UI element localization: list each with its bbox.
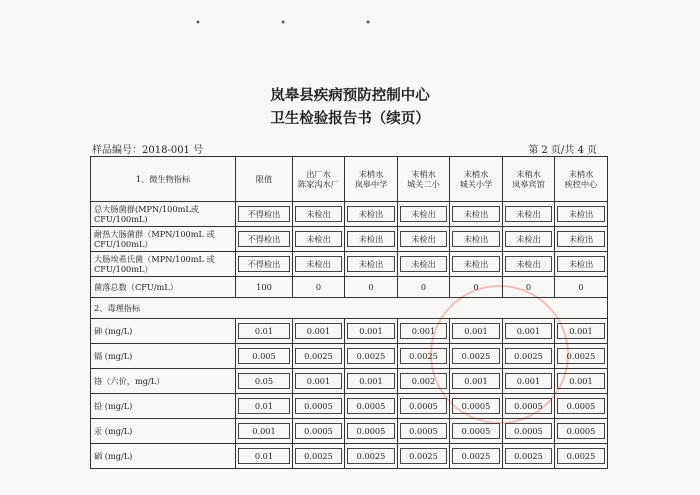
table-cell xyxy=(503,394,555,419)
table-cell xyxy=(236,394,293,419)
indicator-name: 汞 (mg/L) xyxy=(91,419,236,444)
table-cell xyxy=(293,202,345,227)
table-cell xyxy=(450,419,503,444)
result-value: 未检出 xyxy=(557,206,605,222)
result-value: 0 xyxy=(450,277,503,298)
result-value: 未检出 xyxy=(505,206,552,222)
section-heading: 2、毒理指标 xyxy=(91,298,608,319)
table-cell xyxy=(503,319,555,344)
result-value: 0.0025 xyxy=(557,448,605,464)
table-cell xyxy=(293,319,345,344)
side-seal-watermark xyxy=(62,140,86,440)
table-cell xyxy=(236,227,293,252)
result-value: 0.001 xyxy=(452,373,500,389)
sample-number: 样品编号：2018-001 号 xyxy=(92,145,204,156)
table-cell xyxy=(503,419,555,444)
result-value: 0.001 xyxy=(295,323,342,339)
table-cell xyxy=(398,394,450,419)
indicator-name: 镉 (mg/L) xyxy=(91,344,236,369)
table-cell xyxy=(345,419,398,444)
result-value: 0.0005 xyxy=(400,423,447,439)
table-cell xyxy=(345,344,398,369)
table-cell xyxy=(293,394,345,419)
org-title: 岚皋县疾病预防控制中心 xyxy=(270,88,430,104)
limit-value: 0.001 xyxy=(238,423,290,439)
table-cell xyxy=(398,344,450,369)
result-value: 0 xyxy=(503,277,555,298)
header-row xyxy=(91,157,608,202)
table-cell xyxy=(345,202,398,227)
table-row xyxy=(91,319,608,344)
table-cell xyxy=(450,202,503,227)
result-value: 未检出 xyxy=(295,206,342,222)
table-cell xyxy=(398,202,450,227)
result-value: 未检出 xyxy=(452,256,500,272)
table-cell xyxy=(503,344,555,369)
table-cell xyxy=(503,369,555,394)
limit-value: 0.01 xyxy=(238,398,290,414)
table-cell xyxy=(236,319,293,344)
result-value: 0.001 xyxy=(557,323,605,339)
table-row xyxy=(91,344,608,369)
result-value: 0.0025 xyxy=(400,448,447,464)
table-cell xyxy=(555,369,608,394)
result-value: 未检出 xyxy=(400,231,447,247)
column-header: 末梢水 岚皋宾馆 xyxy=(503,157,555,202)
table-cell xyxy=(236,419,293,444)
result-value: 0.0025 xyxy=(505,448,552,464)
result-value: 0.001 xyxy=(347,373,395,389)
table-cell xyxy=(293,419,345,444)
result-value: 0.0025 xyxy=(347,448,395,464)
table-cell xyxy=(398,227,450,252)
column-header: 1、微生物指标 xyxy=(91,157,236,202)
result-value: 0.001 xyxy=(295,373,342,389)
result-value: 0.0025 xyxy=(505,348,552,364)
result-value: 0.001 xyxy=(505,323,552,339)
table-cell xyxy=(450,369,503,394)
result-value: 0.001 xyxy=(505,373,552,389)
result-value: 未检出 xyxy=(347,256,395,272)
table-cell xyxy=(450,394,503,419)
table-cell xyxy=(555,227,608,252)
table-cell xyxy=(555,394,608,419)
limit-value: 不得检出 xyxy=(238,231,290,247)
document-title: 卫生检验报告书（续页） xyxy=(270,111,430,127)
result-value: 0.0005 xyxy=(452,423,500,439)
table-cell xyxy=(345,369,398,394)
result-value: 0.0025 xyxy=(400,348,447,364)
table-cell xyxy=(555,202,608,227)
page-number: 第 2 页/共 4 页 xyxy=(528,145,597,156)
column-header: 末梢水 城关二小 xyxy=(398,157,450,202)
result-value: 0.0005 xyxy=(295,423,342,439)
column-header: 限值 xyxy=(236,157,293,202)
section-row xyxy=(91,298,608,319)
result-value: 0.0025 xyxy=(295,448,342,464)
table-cell xyxy=(236,344,293,369)
table-row xyxy=(91,369,608,394)
table-cell xyxy=(293,369,345,394)
indicator-name: 铬（六价，mg/L） xyxy=(91,369,236,394)
table-row xyxy=(91,444,608,469)
result-value: 0.001 xyxy=(557,373,605,389)
limit-value: 0.01 xyxy=(238,323,290,339)
result-value: 0.0005 xyxy=(505,423,552,439)
limit-value: 0.01 xyxy=(238,448,290,464)
limit-value: 不得检出 xyxy=(238,206,290,222)
table-cell xyxy=(236,369,293,394)
table-cell xyxy=(555,252,608,277)
result-value: 未检出 xyxy=(347,231,395,247)
limit-value: 100 xyxy=(236,277,293,298)
table-cell xyxy=(236,444,293,469)
result-value: 0 xyxy=(293,277,345,298)
table-cell xyxy=(293,252,345,277)
table-cell xyxy=(503,227,555,252)
result-value: 0.0005 xyxy=(400,398,447,414)
indicator-name: 耐热大肠菌群（MPN/100mL 或 CFU/100mL） xyxy=(91,227,236,252)
indicator-name: 菌落总数（CFU/mL） xyxy=(91,277,236,298)
result-value: 0.001 xyxy=(452,323,500,339)
table-row xyxy=(91,227,608,252)
result-value: 0 xyxy=(555,277,608,298)
table-row xyxy=(91,252,608,277)
scan-artifact-dots: • • • xyxy=(195,18,410,29)
column-header: 末梢水 城关小学 xyxy=(450,157,503,202)
result-value: 未检出 xyxy=(400,206,447,222)
result-value: 0 xyxy=(398,277,450,298)
result-value: 未检出 xyxy=(295,231,342,247)
result-value: 0.0005 xyxy=(347,423,395,439)
table-row xyxy=(91,419,608,444)
column-header: 出厂水 陈家沟水厂 xyxy=(293,157,345,202)
table-cell xyxy=(293,444,345,469)
table-cell xyxy=(450,319,503,344)
table-cell xyxy=(293,344,345,369)
result-value: 未检出 xyxy=(505,231,552,247)
result-value: 0.0025 xyxy=(557,348,605,364)
table-cell xyxy=(345,319,398,344)
column-header: 末梢水 疾控中心 xyxy=(555,157,608,202)
column-header: 末梢水 岚皋中学 xyxy=(345,157,398,202)
result-value: 0.002 xyxy=(400,373,447,389)
table-cell xyxy=(398,319,450,344)
result-value: 未检出 xyxy=(452,231,500,247)
table-cell xyxy=(398,419,450,444)
limit-value: 0.005 xyxy=(238,348,290,364)
table-cell xyxy=(555,444,608,469)
result-value: 0.0005 xyxy=(295,398,342,414)
table-cell xyxy=(503,444,555,469)
table-row xyxy=(91,394,608,419)
result-value: 0.0025 xyxy=(347,348,395,364)
result-value: 0.0005 xyxy=(557,398,605,414)
table-cell xyxy=(555,319,608,344)
limit-value: 不得检出 xyxy=(238,256,290,272)
result-value: 未检出 xyxy=(557,256,605,272)
result-value: 未检出 xyxy=(505,256,552,272)
result-value: 0.0005 xyxy=(347,398,395,414)
table-cell xyxy=(555,344,608,369)
result-value: 0.001 xyxy=(347,323,395,339)
table-cell xyxy=(450,252,503,277)
table-cell xyxy=(398,444,450,469)
result-value: 0.0025 xyxy=(452,448,500,464)
table-row xyxy=(91,277,608,298)
table-cell xyxy=(293,227,345,252)
table-cell xyxy=(345,444,398,469)
result-value: 未检出 xyxy=(557,231,605,247)
table-cell xyxy=(345,252,398,277)
indicator-name: 铅 (mg/L) xyxy=(91,394,236,419)
result-value: 0.001 xyxy=(400,323,447,339)
indicator-name: 大肠埃希氏菌（MPN/100mL 或 CFU/100mL） xyxy=(91,252,236,277)
table-cell xyxy=(503,202,555,227)
indicator-name: 硒 (mg/L) xyxy=(91,444,236,469)
result-value: 0.0005 xyxy=(557,423,605,439)
table-cell xyxy=(236,252,293,277)
indicator-name: 砷 (mg/L) xyxy=(91,319,236,344)
limit-value: 0.05 xyxy=(238,373,290,389)
result-value: 未检出 xyxy=(295,256,342,272)
report-table xyxy=(90,156,608,469)
table-cell xyxy=(450,344,503,369)
table-cell xyxy=(345,227,398,252)
table-cell xyxy=(345,394,398,419)
result-value: 未检出 xyxy=(400,256,447,272)
table-cell xyxy=(555,419,608,444)
table-cell xyxy=(398,369,450,394)
table-cell xyxy=(398,252,450,277)
table-cell xyxy=(450,444,503,469)
result-value: 0.0005 xyxy=(452,398,500,414)
result-value: 未检出 xyxy=(452,206,500,222)
result-value: 0.0005 xyxy=(505,398,552,414)
table-cell xyxy=(450,227,503,252)
table-row xyxy=(91,202,608,227)
indicator-name: 总大肠菌群(MPN/100mL或CFU/100mL) xyxy=(91,202,236,227)
result-value: 未检出 xyxy=(347,206,395,222)
result-value: 0.0025 xyxy=(295,348,342,364)
result-value: 0.0025 xyxy=(452,348,500,364)
table-cell xyxy=(503,252,555,277)
table-cell xyxy=(236,202,293,227)
result-value: 0 xyxy=(345,277,398,298)
